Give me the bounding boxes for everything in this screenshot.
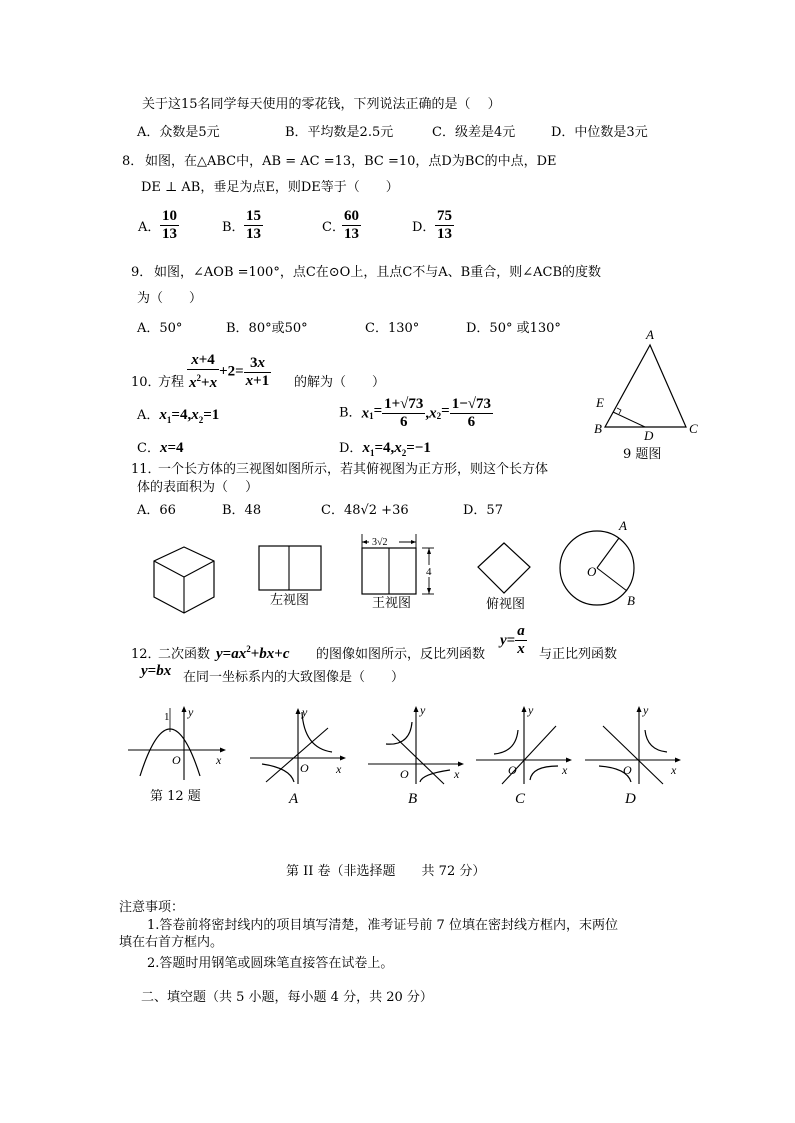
q10-number: 10． xyxy=(131,375,161,390)
q9-option-c: C．130° xyxy=(365,321,420,336)
q8-option-a-value: $\frac{10}{13}$ xyxy=(162,208,177,242)
q10-equation: $\frac{x+4}{x^2+x}$ +2= $\frac{3x}{x+1}$ xyxy=(189,352,270,391)
q8-number: 8． xyxy=(122,154,144,169)
q11-stem: 一个长方体的三视图如图所示，若其俯视图为正方形，则这个长方体 xyxy=(158,462,549,477)
q8-option-d-letter: D． xyxy=(412,220,436,235)
q9-stem: 如图，∠AOB =100°，点C在⊙O上，且点C不与A、B重合，则∠ACB的度数 xyxy=(154,265,601,280)
svg-text:y: y xyxy=(420,703,426,717)
circle-label-a: A xyxy=(619,518,627,533)
top-view-figure xyxy=(476,541,534,597)
y-axis-label: y xyxy=(188,705,194,719)
q12-stem-c: 与正比列函数 xyxy=(539,647,618,662)
part2-title: 第 II 卷（非选择题 共 72 分） xyxy=(286,864,486,879)
q12-graph-d xyxy=(583,704,688,786)
svg-text:O: O xyxy=(300,761,309,775)
q11-option-d: D．57 xyxy=(463,503,503,518)
svg-text:O: O xyxy=(623,763,632,777)
left-view-label: 左视图 xyxy=(270,593,310,608)
top-view-label: 俯视图 xyxy=(486,597,526,612)
q11-stem2: 体的表面积为（ ） xyxy=(137,480,259,495)
circle-label-b: B xyxy=(627,593,635,608)
graph-c-label: C xyxy=(515,791,526,807)
q7-option-d: D．中位数是3元 xyxy=(551,125,648,140)
q12-eq-quad: $y=ax^2+bx+c$ xyxy=(216,644,290,662)
svg-text:x: x xyxy=(562,763,568,777)
graph-b-label: B xyxy=(408,791,418,807)
q10-option-b: B．$x_1=$ $\frac{1+√73}{6}$ $,x_2=$ $\frac{1-√73}{6}$ xyxy=(339,396,491,430)
left-view-figure xyxy=(258,545,324,593)
q12-stem-b: 的图像如图所示，反比列函数 xyxy=(316,647,486,662)
q9-triangle-figure xyxy=(590,325,710,465)
svg-text:x: x xyxy=(336,762,342,776)
segment-de xyxy=(613,412,645,427)
q12-graph-a xyxy=(248,704,353,786)
dim-width-label: 3√2 xyxy=(372,537,388,548)
q9-option-b: B．80°或50° xyxy=(226,321,308,336)
svg-text:x: x xyxy=(454,767,460,781)
q8-option-c-letter: C． xyxy=(322,220,345,235)
q8-option-b-letter: B． xyxy=(222,220,245,235)
q7-option-c: C．级差是4元 xyxy=(432,125,516,140)
q11-option-c: C．48√2 +36 xyxy=(321,503,409,518)
q12-stem-a: 二次函数 xyxy=(158,647,211,662)
q10-stem-suffix: 的解为（ ） xyxy=(294,375,386,390)
x-axis-label: x xyxy=(216,753,222,767)
q8-option-c-value: $\frac{60}{13}$ xyxy=(344,208,359,242)
q8-line2: DE ⊥ AB，垂足为点E，则DE等于（ ） xyxy=(141,180,399,195)
q12-graph-b xyxy=(366,704,471,786)
q10-option-c: C．x=4 xyxy=(137,440,184,456)
dim-height-label: 4 xyxy=(426,566,432,578)
graph-d-label: D xyxy=(625,791,636,807)
q12-graph-c xyxy=(474,704,579,786)
svg-text:O: O xyxy=(400,767,409,781)
q12-number: 12． xyxy=(131,647,161,662)
q12-eq-linear: y=bx xyxy=(141,663,172,679)
q9-option-d: D．50° 或130° xyxy=(466,321,561,336)
svg-text:y: y xyxy=(528,703,534,717)
q12-eq-inverse: y= $\frac{a}{x}$ xyxy=(500,623,525,657)
circle-label-o: O xyxy=(587,564,597,579)
q7-stem: 关于这15名同学每天使用的零花钱，下列说法正确的是（ ） xyxy=(142,97,501,112)
label-e: E xyxy=(596,395,604,410)
q12-parabola-figure xyxy=(126,702,231,782)
q12-stem-d: 在同一坐标系内的大致图像是（ ） xyxy=(183,670,405,685)
q11-option-a: A．66 xyxy=(137,503,176,518)
origin-label: O xyxy=(172,753,181,767)
svg-text:y: y xyxy=(643,703,649,717)
label-b: B xyxy=(594,421,602,436)
label-a: A xyxy=(646,327,654,342)
label-d: D xyxy=(644,428,654,443)
q10-option-d: D．$x_1=4,x_2=-1$ xyxy=(339,440,431,458)
q8-option-a-letter: A． xyxy=(138,220,161,235)
front-view-figure xyxy=(356,528,438,598)
q7-option-b: B．平均数是2.5元 xyxy=(285,125,394,140)
label-c: C xyxy=(689,421,698,436)
q10-stem-prefix: 方程 xyxy=(158,375,185,390)
q8-line1: 如图，在△ABC中，AB = AC =13，BC =10，点D为BC的中点，DE xyxy=(145,154,557,169)
circle-figure xyxy=(555,516,645,610)
right-angle-mark xyxy=(617,408,621,414)
triangle-abc xyxy=(605,345,686,427)
graph-a-label: A xyxy=(289,791,299,807)
svg-text:y: y xyxy=(302,705,308,719)
svg-text:O: O xyxy=(508,763,517,777)
svg-text:x: x xyxy=(671,763,677,777)
q8-option-d-value: $\frac{75}{13}$ xyxy=(437,208,452,242)
notice-title: 注意事项： xyxy=(119,900,185,915)
section-heading: 二、填空题（共 5 小题，每小题 4 分，共 20 分） xyxy=(141,990,433,1005)
label-one: 1 xyxy=(164,711,170,723)
q10-option-a: A．$x_1=4,x_2=1$ xyxy=(137,407,220,425)
q12-figure-caption: 第 12 题 xyxy=(150,789,201,804)
q9-number: 9． xyxy=(131,265,153,280)
notice-1b: 填在右首方框内。 xyxy=(119,935,224,950)
q8-option-b-value: $\frac{15}{13}$ xyxy=(246,208,261,242)
cube-figure xyxy=(150,545,220,617)
q9-stem2: 为（ ） xyxy=(137,291,203,306)
q9-option-a: A．50° xyxy=(137,321,183,336)
notice-2: 2.答题时用钢笔或圆珠笔直接答在试卷上。 xyxy=(147,956,394,971)
q9-figure-caption: 9 题图 xyxy=(623,447,662,462)
q11-option-b: B．48 xyxy=(222,503,262,518)
notice-1: 1.答卷前将密封线内的项目填写清楚，准考证号前 7 位填在密封线方框内，末两位 xyxy=(147,918,618,933)
q7-option-a: A．众数是5元 xyxy=(137,125,220,140)
front-view-label: 王视图 xyxy=(372,596,412,611)
q11-number: 11． xyxy=(131,462,161,477)
